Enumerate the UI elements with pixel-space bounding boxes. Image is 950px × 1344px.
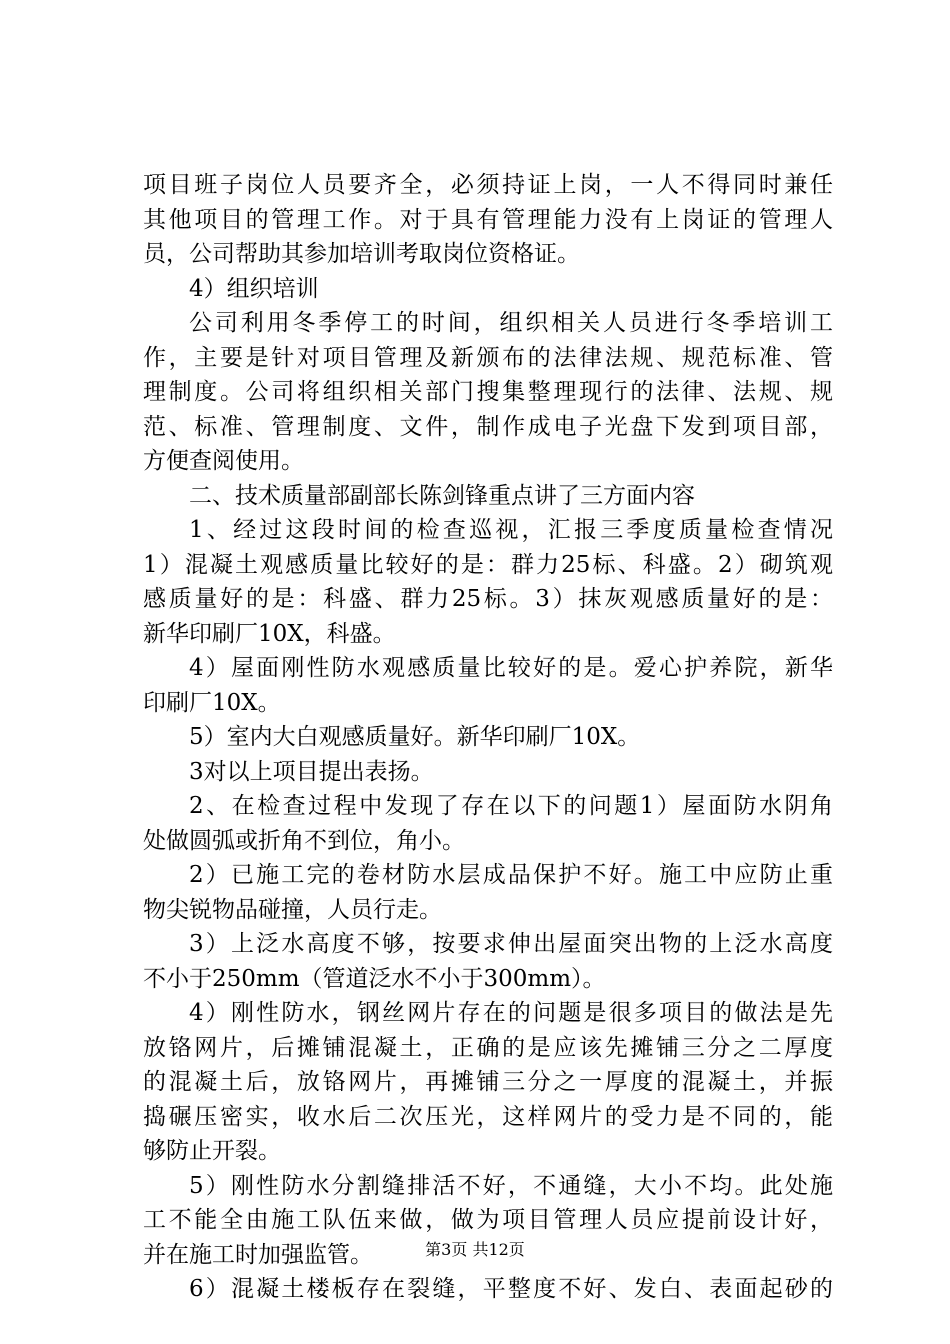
text-line: 4）组织培训 [189,275,319,302]
text-line: 1）混凝土观感质量比较好的是：群力25标、科盛。2）砌筑观 [143,551,833,578]
text-line: 感质量好的是：科盛、群力25标。3）抹灰观感质量好的是： [143,586,833,612]
text-line: 处做圆弧或折角不到位，角小。 [143,827,465,854]
document-body [143,168,833,1307]
text-line: 2）已施工完的卷材防水层成品保护不好。施工中应防止重 [189,862,833,888]
text-line: 作，主要是针对项目管理及新颁布的法律法规、规范标准、管 [143,344,833,371]
text-line: 5）室内大白观感质量好。新华印刷厂10X。 [189,724,641,750]
text-line: 印刷厂10X。 [143,689,281,716]
text-line: 公司利用冬季停工的时间，组织相关人员进行冬季培训工 [189,310,833,336]
text-line: 方便查阅使用。 [143,448,304,474]
text-line: 4）刚性防水，钢丝网片存在的问题是很多项目的做法是先 [189,1000,833,1026]
page-footer: 第3页 共12页 [425,1240,525,1259]
text-line: 物尖锐物品碰撞，人员行走。 [143,896,442,923]
text-line: 的混凝土后，放铬网片，再摊铺三分之一厚度的混凝土，并振 [143,1069,833,1095]
text-line: 员，公司帮助其参加培训考取岗位资格证。 [143,241,580,267]
text-line: 工不能全由施工队伍来做，做为项目管理人员应提前设计好， [143,1207,833,1233]
text-line: 3对以上项目提出表扬。 [189,758,434,785]
text-line: 范、标准、管理制度、文件，制作成电子光盘下发到项目部， [143,413,833,440]
text-line: 项目班子岗位人员要齐全，必须持证上岗，一人不得同时兼任 [143,172,833,198]
text-line: 3）上泛水高度不够，按要求伸出屋面突出物的上泛水高度 [189,931,833,957]
text-line: 4）屋面刚性防水观感质量比较好的是。爱心护养院，新华 [189,655,833,681]
text-line: 理制度。公司将组织相关部门搜集整理现行的法律、法规、规 [143,379,833,405]
text-line: 并在施工时加强监管。 [143,1241,373,1268]
text-line: 新华印刷厂10X，科盛。 [143,620,396,647]
text-line: 不小于250mm（管道泛水不小于300mm）。 [143,965,606,992]
text-line: 其他项目的管理工作。对于具有管理能力没有上岗证的管理人 [143,206,833,233]
text-line: 够防止开裂。 [143,1138,281,1164]
text-line: 放铬网片，后摊铺混凝土，正确的是应该先摊铺三分之二厚度 [143,1034,833,1061]
text-line: 捣碾压密实，收水后二次压光，这样网片的受力是不同的，能 [143,1103,833,1130]
text-line: 2、在检查过程中发现了存在以下的问题1）屋面防水阴角 [189,793,833,819]
text-line: 二、技术质量部副部长陈剑锋重点讲了三方面内容 [189,482,695,509]
text-line: 5）刚性防水分割缝排活不好，不通缝，大小不均。此处施 [189,1172,833,1199]
text-line: 1、经过这段时间的检查巡视，汇报三季度质量检查情况 [189,517,833,543]
text-line: 6）混凝土楼板存在裂缝，平整度不好、发白、表面起砂的 [189,1276,833,1302]
